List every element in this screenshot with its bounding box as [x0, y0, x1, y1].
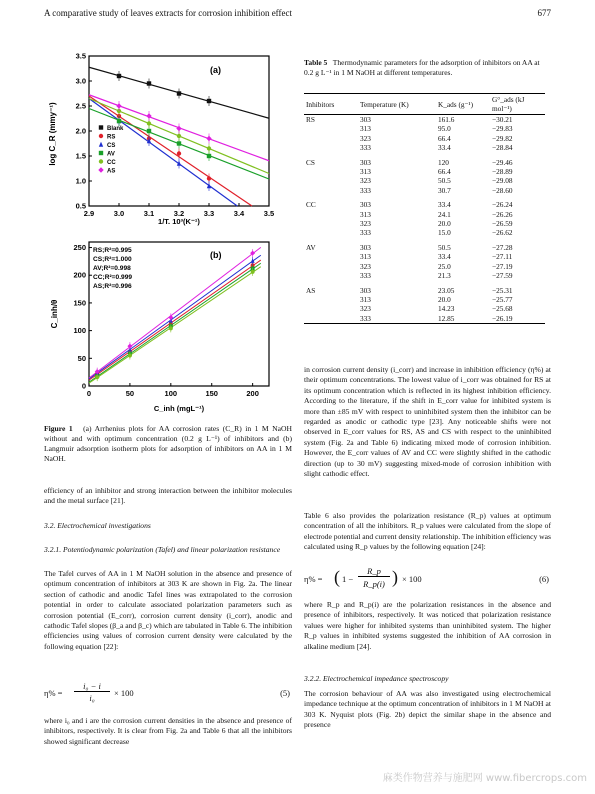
- table-row: [304, 304, 545, 313]
- x-tick-label: 150: [205, 389, 218, 398]
- legend-label: AV: [107, 151, 115, 158]
- cell-temperature: 303: [360, 285, 371, 295]
- right-para-2: Table 6 also provides the polarization resistance (R_p) values at optimum concentration of all the inhibitors. R_p values were calculated from the slope of electrode potential and current density relationship. The inhibition efficiency was calculated using R_p values by the following equation [24]:: [304, 511, 551, 552]
- cell-gads: −26.59: [492, 219, 513, 229]
- cell-inhibitor: CS: [306, 157, 315, 167]
- cell-temperature: 333: [360, 228, 371, 238]
- data-point: [99, 151, 103, 155]
- y-tick-label: 100: [73, 326, 86, 336]
- table-5-label: Table 5: [304, 58, 328, 67]
- data-point: [251, 270, 255, 274]
- table-5-header-temperature: Temperature (K): [358, 94, 436, 115]
- legend-label: AV;R²=0.998: [93, 265, 131, 272]
- cell-inhibitor: [304, 210, 358, 219]
- cell-inhibitor: [304, 143, 358, 152]
- legend-label: RS: [107, 134, 116, 141]
- running-title: A comparative study of leaves extracts for corrosion inhibition effect: [44, 8, 293, 18]
- panel-a-legend: [98, 125, 124, 174]
- cell-inhibitor: [304, 228, 358, 237]
- table-row: [304, 281, 545, 295]
- data-point: [98, 167, 103, 172]
- data-point: [147, 81, 151, 85]
- x-tick-label: 3.1: [143, 209, 155, 218]
- fit-line: [89, 263, 261, 382]
- data-point: [207, 146, 211, 150]
- legend-label: CS: [107, 143, 116, 149]
- x-tick-label: 3.4: [233, 209, 245, 218]
- table-5-header-gads: G°_ads (kJ mol⁻¹): [490, 94, 545, 115]
- data-point: [128, 354, 132, 358]
- cell-temperature: 313: [360, 167, 371, 177]
- data-point: [99, 134, 103, 138]
- y-tick-label: 200: [73, 270, 86, 280]
- y-tick-label: 250: [73, 243, 86, 253]
- data-point: [99, 159, 103, 163]
- section-3-2-1-heading: 3.2.1. Potentiodynamic polarization (Tafel) and linear polarization resistance: [44, 545, 281, 554]
- cell-gads: −28.60: [492, 185, 513, 195]
- table-row: [304, 153, 545, 167]
- cell-kads: 12.85: [436, 314, 490, 324]
- right-para-4: The corrosion behaviour of AA was also investigated using electrochemical impedance technique at the optimum concentration of inhibitors in 1 M NaOH at 303 K. Nyquist plots (Fig. 2b) depict the similar shape in the absence and presence: [304, 689, 551, 730]
- data-point: [207, 176, 211, 180]
- cell-temperature: 333: [360, 271, 371, 281]
- table-row: [304, 228, 545, 237]
- section-3-2-heading: 3.2. Electrochemical investigations: [44, 521, 151, 530]
- data-point: [206, 136, 211, 141]
- figure-1-svg: [44, 46, 292, 418]
- table-row: [304, 262, 545, 271]
- legend-label: AS;R²=0.996: [93, 283, 132, 290]
- cell-inhibitor: [304, 271, 358, 280]
- table-5-caption: [304, 58, 545, 78]
- cell-kads: 120: [438, 157, 449, 167]
- cell-temperature: 313: [360, 294, 371, 304]
- cell-temperature: 323: [360, 176, 371, 186]
- cell-gads: −28.89: [492, 167, 513, 177]
- cell-gads: −29.46: [492, 157, 513, 167]
- cell-temperature: 323: [360, 261, 371, 271]
- cell-inhibitor: [304, 186, 358, 195]
- table-5: [304, 93, 545, 324]
- cell-temperature: 303: [360, 200, 371, 210]
- cell-kads: 50.5: [438, 176, 451, 186]
- panel-a-xlabel: 1/T. 10³(K⁻¹): [158, 217, 200, 226]
- legend-label: CC;R²=0.999: [93, 274, 133, 281]
- x-tick-label: 200: [246, 389, 259, 398]
- cell-inhibitor: [304, 134, 358, 143]
- x-tick-label: 3.2: [173, 209, 185, 218]
- eq6-denominator: R_p(i): [363, 579, 385, 589]
- panel-a: [48, 52, 274, 227]
- legend-label: AS: [107, 168, 116, 175]
- cell-kads: 21.3: [438, 271, 451, 281]
- cell-kads: 33.4: [438, 252, 451, 262]
- x-tick-label: 2.9: [83, 209, 95, 218]
- watermark: 麻类作物营养与施肥网 www.fibercrops.com: [382, 773, 587, 784]
- left-para-1: efficiency of an inhibitor and strong interaction between the inhibitor molecules and the metal surface [21].: [44, 486, 292, 506]
- cell-gads: −26.19: [490, 314, 545, 324]
- table-row: [304, 210, 545, 219]
- y-tick-label: 0: [81, 381, 86, 391]
- cell-inhibitor: CC: [306, 200, 316, 210]
- y-tick-label: 150: [73, 298, 86, 308]
- panel-b-legend: [93, 247, 132, 290]
- x-tick-label: 3.0: [113, 209, 125, 218]
- cell-kads: 20.0: [438, 294, 451, 304]
- data-point: [99, 125, 103, 129]
- cell-inhibitor: [304, 167, 358, 176]
- y-tick-label: 50: [77, 353, 86, 363]
- table-row: [304, 167, 545, 176]
- table-row: [304, 219, 545, 228]
- table-row: [304, 186, 545, 195]
- cell-inhibitor: AS: [306, 285, 316, 295]
- data-point: [147, 121, 151, 125]
- cell-gads: −29.83: [492, 124, 513, 134]
- cell-temperature: 333: [360, 143, 371, 153]
- left-para-3: where i₀ and i are the corrosion current densities in the absence and presence of inhibitors, respectively. It is clear from Fig. 2a and Table 6 that all the inhibitors showed significant decrease: [44, 716, 292, 746]
- right-para-3: where R_p and R_p(i) are the polarization resistances in the absence and presence of inhibitors, respectively. It was noticed that polarization resistance values were higher for inhibited systems than uninhibited system. The higher R_p values in inhibited systems suggested the inhibition of AA corrosion in alkaline medium [24].: [304, 600, 551, 651]
- y-tick-label: 1.5: [75, 151, 86, 161]
- data-point: [169, 326, 173, 330]
- cell-gads: −29.82: [492, 133, 513, 143]
- x-tick-label: 0: [86, 389, 92, 398]
- eq6-one-minus: 1 −: [342, 574, 354, 584]
- x-tick-label: 100: [164, 389, 178, 398]
- eq6-number: (6): [539, 574, 549, 584]
- cell-kads: 95.0: [438, 124, 451, 134]
- cell-gads: −28.84: [492, 143, 513, 153]
- eq5-rhs: × 100: [114, 688, 134, 698]
- cell-gads: −27.59: [492, 271, 513, 281]
- cell-inhibitor: [304, 304, 358, 313]
- right-para-1: in corrosion current density (i_corr) and increase in inhibition efficiency (η%) at their optimum concentrations. The lowest value of i_corr was obtained for RS at its optimum concentration which is reflected in its highest inhibition efficiency. According to the literature, if the shift in E_corr value for inhibited system is more than ±85 mV with respect to uninhibited system then the inhibitor can be regarded as anodic or cathodic type [23]. Any noticeable shifts were not observed in E_corr values for RS, AS and CS with respect to the uninhibited system (Fig. 2a and Table 6) indicating mixed mode of corrosion inhibition. However, the E_corr values of AV and CC were slightly shifted in the cathodic direction (up to 30 mV) suggesting mixed-mode of corrosion inhibition with slight cathodic effect.: [304, 365, 551, 479]
- cell-gads: −30.21: [492, 115, 513, 124]
- eq6-rhs: × 100: [402, 574, 422, 584]
- cell-inhibitor: RS: [306, 115, 315, 124]
- figure-1-caption-text: (a) Arrhenius plots for AA corrosion rates (C_R) in 1 M NaOH without and with optimum concentration (0.2 g L⁻¹) of inhibitors and (b) Langmuir adsorption isotherm plots for adsorption of inhibitors on AA in 1 M NaOH.: [44, 424, 292, 463]
- table-row: [304, 295, 545, 304]
- data-point: [95, 375, 99, 379]
- cell-kads: 50.5: [438, 242, 451, 252]
- cell-kads: 33.4: [438, 200, 451, 210]
- equation-6: [304, 566, 551, 594]
- data-point: [177, 134, 181, 138]
- table-row: [304, 134, 545, 143]
- figure-1-caption-label: Figure 1: [44, 424, 73, 433]
- legend-label: CS;R²=1.000: [93, 256, 132, 263]
- y-tick-label: 1.0: [75, 176, 86, 186]
- section-3-2-2-heading: 3.2.2. Electrochemical impedance spectroscopy: [304, 674, 449, 683]
- table-row: [304, 124, 545, 133]
- table-row: [304, 271, 545, 280]
- cell-temperature: 303: [360, 242, 371, 252]
- eq5-number: (5): [280, 688, 290, 698]
- legend-label: RS;R²=0.995: [93, 247, 132, 254]
- data-point: [177, 141, 181, 145]
- data-point: [117, 119, 121, 123]
- cell-inhibitor: [304, 252, 358, 261]
- table-row: [304, 252, 545, 261]
- x-tick-label: 50: [125, 389, 135, 398]
- panel-a-ylabel: log C_R (mmy⁻¹): [48, 102, 57, 166]
- panel-b: [50, 242, 269, 413]
- eq6-open-paren: (: [334, 567, 340, 587]
- cell-temperature: 313: [360, 209, 371, 219]
- cell-gads: −27.19: [492, 261, 513, 271]
- cell-kads: 66.4: [438, 167, 451, 177]
- table-5-header-kads: K_ads (g⁻¹): [436, 94, 490, 115]
- table-row: [304, 143, 545, 152]
- data-point: [117, 74, 121, 78]
- cell-inhibitor: [304, 176, 358, 185]
- cell-gads: −25.68: [492, 304, 513, 314]
- cell-inhibitor: [304, 314, 358, 324]
- x-tick-label: 3.3: [203, 209, 215, 218]
- cell-gads: −29.08: [492, 176, 513, 186]
- eq5-lhs: η% =: [44, 688, 63, 698]
- cell-inhibitor: [304, 124, 358, 133]
- cell-inhibitor: [304, 219, 358, 228]
- cell-temperature: 303: [360, 157, 371, 167]
- eq6-close-paren: ): [392, 567, 398, 587]
- cell-temperature: 323: [360, 219, 371, 229]
- cell-temperature: 303: [360, 115, 371, 124]
- cell-kads: 33.4: [438, 143, 451, 153]
- cell-kads: 30.7: [438, 185, 451, 195]
- y-tick-label: 2.0: [75, 126, 86, 136]
- cell-temperature: 313: [360, 252, 371, 262]
- cell-gads: −27.28: [492, 242, 513, 252]
- cell-temperature: 313: [360, 124, 371, 134]
- cell-temperature: 323: [360, 304, 371, 314]
- cell-inhibitor: AV: [306, 242, 316, 252]
- table-row: [304, 195, 545, 209]
- figure-1-caption: [44, 424, 292, 464]
- legend-label: CC: [107, 160, 116, 166]
- table-row: [304, 238, 545, 252]
- cell-kads: 24.1: [438, 209, 451, 219]
- equation-5: [44, 681, 292, 707]
- cell-gads: −26.26: [492, 209, 513, 219]
- table-row: [304, 314, 545, 324]
- cell-temperature: 323: [360, 133, 371, 143]
- cell-kads: 20.0: [438, 219, 451, 229]
- table-row: [304, 115, 545, 125]
- cell-gads: −26.24: [492, 200, 513, 210]
- panel-b-xlabel: C_inh (mgL⁻¹): [153, 404, 205, 413]
- legend-label: Blank: [107, 126, 124, 132]
- table-5-caption-text: Thermodynamic parameters for the adsorption of inhibitors on AA at 0.2 g L⁻¹ in 1 M NaOH at different temperatures.: [304, 58, 540, 77]
- table-5-header-inhibitors: Inhibitors: [304, 94, 358, 115]
- cell-kads: 14.23: [438, 304, 455, 314]
- figure-1: [44, 46, 292, 418]
- cell-inhibitor: [304, 262, 358, 271]
- cell-kads: 25.0: [438, 261, 451, 271]
- cell-inhibitor: [304, 295, 358, 304]
- running-header: [44, 8, 551, 22]
- y-tick-label: 2.5: [75, 101, 86, 111]
- table-row: [304, 176, 545, 185]
- data-point: [177, 151, 181, 155]
- data-point: [99, 142, 103, 147]
- x-tick-label: 3.5: [263, 209, 275, 218]
- eq6-lhs: η% =: [304, 574, 323, 584]
- y-tick-label: 3.5: [75, 51, 86, 61]
- eq5-denominator: i₀: [89, 693, 95, 703]
- cell-kads: 161.6: [438, 115, 455, 124]
- cell-kads: 66.4: [438, 133, 451, 143]
- data-point: [177, 91, 181, 95]
- cell-gads: −26.62: [492, 228, 513, 238]
- cell-temperature: 333: [360, 185, 371, 195]
- cell-temperature: 333: [358, 314, 436, 324]
- panel-b-ylabel: C_inh/θ: [50, 299, 59, 329]
- y-tick-label: 0.5: [75, 201, 86, 211]
- cell-gads: −25.77: [492, 294, 513, 304]
- y-tick-label: 3.0: [75, 76, 86, 86]
- eq5-numerator: i₀ − i: [74, 681, 110, 692]
- data-point: [116, 103, 121, 108]
- cell-gads: −25.31: [492, 285, 513, 295]
- cell-kads: 23.05: [438, 285, 455, 295]
- cell-gads: −27.11: [492, 252, 513, 262]
- panel-a-label: (a): [210, 65, 221, 75]
- panel-b-label: (b): [210, 250, 222, 260]
- left-para-2: The Tafel curves of AA in 1 M NaOH solution in the absence and presence of optimum concentration of inhibitors at 303 K are shown in Fig. 2a. The linear section of cathodic and anodic Tafel lines was extrapolated to the corrosion potential in order to calculate associated polarization parameters such as corrosion potential (E_corr), corrosion current density (i_corr), anodic and cathodic Tafel slopes (β_a and β_c) which are tabulated in Table 6. The inhibition efficiencies using values of corrosion current density were calculated by the following equation [22]:: [44, 569, 292, 651]
- eq6-numerator: R_p: [358, 566, 390, 577]
- page-number: 677: [537, 8, 551, 18]
- data-point: [207, 154, 211, 158]
- data-point: [207, 99, 211, 103]
- data-point: [147, 129, 151, 133]
- cell-kads: 15.0: [438, 228, 451, 238]
